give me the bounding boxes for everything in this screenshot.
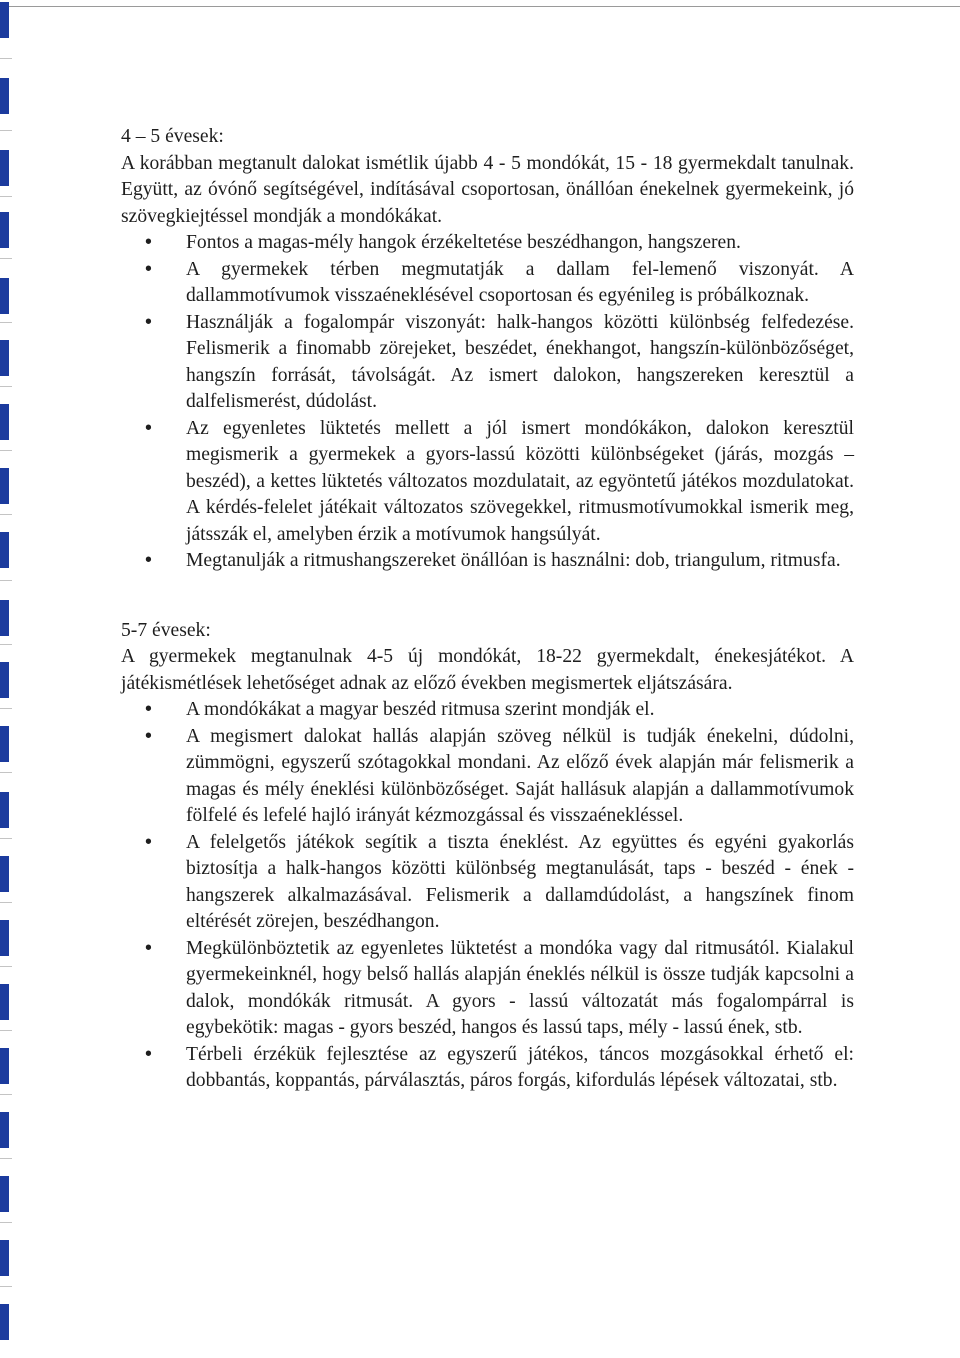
list-item-text: Megtanulják a ritmushangszereket önállóan is használni: dob, triangulum, ritmusfa. <box>186 550 841 571</box>
binding-mark <box>0 278 9 314</box>
list-item <box>121 724 854 830</box>
binding-mark <box>0 1304 9 1340</box>
list-item-text: A mondókákat a magyar beszéd ritmusa szerint mondják el. <box>186 699 655 720</box>
binding-mark <box>0 984 9 1020</box>
binding-strip <box>0 0 14 1358</box>
top-scan-line <box>0 6 960 7</box>
binding-mark <box>0 856 9 892</box>
binding-mark <box>0 150 9 186</box>
bullet-dot: • <box>145 550 152 571</box>
list-item <box>121 697 854 724</box>
list-item-text: Használják a fogalompár viszonyát: halk-hangos közötti különbség felfedezése. Felismerik a finomabb zörejeket, beszédet, énekhangot, hangszín-különbözőséget, hangszín forrását, távolságát. Az ismert dalokon, hangszereken keresztül a dalfelismerést, dúdolást. <box>186 311 854 412</box>
binding-mark <box>0 212 9 248</box>
list-item <box>121 416 854 549</box>
list-item <box>121 1042 854 1095</box>
binding-tick <box>0 258 12 259</box>
binding-mark <box>0 662 9 698</box>
list-item-text: A megismert dalokat hallás alapján szöveg nélkül is tudják énekelni, dúdolni, zümmögni, egyszerű szótagokkal mondani. Az előző évek alapján már felismerik a magas és mély éneklési különbözőséget. Saját hallásuk alapján a dallammotívumok fölfelé és lefelé hajló irányát kézmozgással és visszaénekléssel. <box>186 725 854 826</box>
section-intro: A korábban megtanult dalokat ismétlik újabb 4 - 5 mondókát, 15 - 18 gyermekdalt tanulnak. Együtt, az óvónő segítségével, indításával csoportosan, önállóan énekelnek gyermekeink, jó szövegkiejtéssel mondják a mondókákat. <box>121 152 854 227</box>
bullet-dot: • <box>145 311 152 333</box>
list-item <box>121 230 854 257</box>
list-item-text: Az egyenletes lüktetés mellett a jól ismert mondókákon, dalokon keresztül megismerik a gyermekek a gyors-lassú közötti különbségeket (járás, mozgás – beszéd), a kettes lüktetés változatos mozdulatait, az egyöntetű játékos mozdulatokat. A kérdés-felelet játékait változatos szövegekkel, ritmusmotívumokkal ismerik meg, játsszák el, amelyben érzik a motívumok hangsúlyát. <box>186 417 854 545</box>
binding-mark <box>0 600 9 636</box>
binding-tick <box>0 644 12 645</box>
section-spacer <box>121 575 854 618</box>
bullet-dot: • <box>145 725 152 747</box>
list-item <box>121 257 854 310</box>
binding-mark <box>0 340 9 376</box>
binding-tick <box>0 196 12 197</box>
bullet-list <box>121 697 854 1095</box>
binding-mark <box>0 404 9 440</box>
binding-mark <box>0 78 9 114</box>
bullet-dot: • <box>145 699 152 720</box>
binding-tick <box>0 450 12 451</box>
binding-tick <box>0 1222 12 1223</box>
binding-mark <box>0 2 9 38</box>
binding-tick <box>0 514 12 515</box>
page-content <box>121 124 854 1095</box>
binding-tick <box>0 386 12 387</box>
section-heading: 4 – 5 évesek: <box>121 126 224 147</box>
binding-tick <box>0 838 12 839</box>
bullet-dot: • <box>145 831 152 853</box>
binding-mark <box>0 1048 9 1084</box>
binding-tick <box>0 1030 12 1031</box>
binding-tick <box>0 772 12 773</box>
bullet-dot: • <box>145 937 152 959</box>
binding-tick <box>0 1158 12 1159</box>
binding-tick <box>0 130 12 131</box>
bullet-list <box>121 230 854 575</box>
binding-mark <box>0 1240 9 1276</box>
list-item <box>121 830 854 936</box>
binding-tick <box>0 1286 12 1287</box>
bullet-dot: • <box>145 258 152 280</box>
section-intro: A gyermekek megtanulnak 4-5 új mondókát, 18-22 gyermekdalt, énekesjátékot. A játékismétlések lehetőséget adnak az előző években megismertek eljátszására. <box>121 646 854 694</box>
list-item-text: Megkülönböztetik az egyenletes lüktetést a mondóka vagy dal ritmusától. Kialakul gyermekeinknél, hogy belső hallás alapján éneklés nélkül is össze tudják kapcsolni a dalok, mondókák ritmusát. A gyors - lassú változatát más fogalompárral is egybekötik: magas - gyors beszéd, hangos és lassú taps, mély - lassú ének, stb. <box>186 937 854 1038</box>
binding-tick <box>0 580 12 581</box>
binding-mark <box>0 792 9 828</box>
binding-mark <box>0 532 9 568</box>
binding-tick <box>0 322 12 323</box>
binding-mark <box>0 468 9 504</box>
bullet-dot: • <box>145 1043 152 1065</box>
binding-tick <box>0 708 12 709</box>
list-item-text: Térbeli érzékük fejlesztése az egyszerű játékos, táncos mozgásokkal érhető el: dobbantás, koppantás, párválasztás, páros forgás, kifordulás lépések változatai, stb. <box>186 1043 854 1091</box>
binding-tick <box>0 902 12 903</box>
binding-mark <box>0 920 9 956</box>
list-item-text: A gyermekek térben megmutatják a dallam fel-lemenő viszonyát. A dallammotívumok visszaéneklésével csoportosan és egyénileg is próbálkoznak. <box>186 258 854 306</box>
binding-mark <box>0 1112 9 1148</box>
binding-tick <box>0 966 12 967</box>
section-heading: 5-7 évesek: <box>121 619 211 641</box>
list-item-text: Fontos a magas-mély hangok érzékeltetése beszédhangon, hangszeren. <box>186 232 741 253</box>
list-item <box>121 310 854 416</box>
binding-tick <box>0 1094 12 1095</box>
bullet-dot: • <box>145 232 152 253</box>
section-5-7-years <box>121 618 854 1095</box>
bullet-dot: • <box>145 417 152 439</box>
list-item <box>121 936 854 1042</box>
list-item <box>121 548 854 575</box>
binding-mark <box>0 1176 9 1212</box>
section-4-5-years <box>121 124 854 575</box>
binding-mark <box>0 726 9 762</box>
binding-tick <box>0 58 12 59</box>
list-item-text: A felelgetős játékok segítik a tiszta éneklést. Az együttes és egyéni gyakorlás biztosítja a halk-hangos közötti különbség megtanulását, taps - beszéd - ének - hangszerek alkalmazásával. Felismerik a dallamdúdolást, a hangszínek finom eltérését zörejen, beszédhangon. <box>186 831 854 932</box>
